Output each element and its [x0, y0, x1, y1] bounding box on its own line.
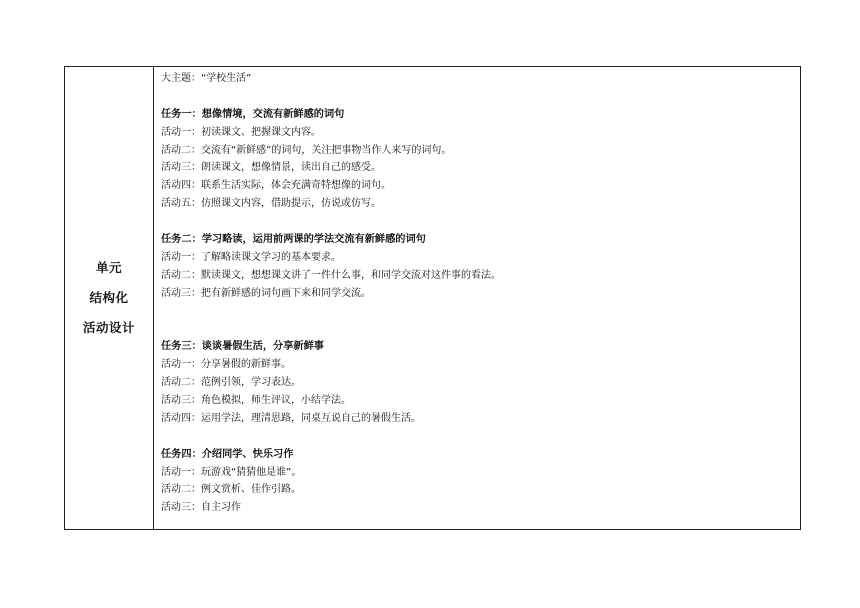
activity-line: 活动二：默读课文，想想课文讲了一件什么事，和同学交流对这件事的看法。 — [161, 269, 501, 281]
row-label-cell — [65, 67, 154, 529]
activity-line: 活动一：初读课文、把握课文内容。 — [161, 126, 321, 138]
content-cell — [154, 67, 800, 529]
activity-line: 活动三：朗读课文，想像情景，读出自己的感受。 — [161, 162, 381, 174]
activity-line: 活动三：自主习作 — [161, 502, 241, 514]
activity-line: 活动二：范例引领，学习表达。 — [161, 377, 301, 389]
activity-line: 活动四：联系生活实际，体会充满奇特想像的词句。 — [161, 180, 391, 192]
row-label-line: 单元 — [95, 260, 122, 275]
activity-line: 活动四：运用学法，理清思路，同桌互说自己的暑假生活。 — [161, 412, 421, 424]
row-label-line: 结构化 — [89, 290, 129, 305]
task-title: 任务一：想像情境，交流有新鲜感的词句 — [161, 108, 345, 120]
activity-line: 活动三：把有新鲜感的词句画下来和同学交流。 — [161, 287, 371, 299]
activity-line: 活动一：分享暑假的新鲜事。 — [161, 359, 291, 371]
task-title: 任务二：学习略读，运用前两课的学法交流有新鲜感的词句 — [161, 234, 426, 246]
activity-line: 活动三：角色模拟，师生评议，小结学法。 — [161, 395, 351, 407]
task-title: 任务三：谈谈暑假生活，分享新鲜事 — [161, 341, 324, 353]
activity-line: 活动二：例文赏析、佳作引路。 — [161, 484, 301, 496]
theme-line: 大主题：“学校生活” — [161, 73, 252, 84]
activity-design-table — [64, 66, 801, 530]
activity-line: 活动二：交流有“新鲜感”的词句，关注把事物当作人来写的词句。 — [161, 144, 452, 156]
task-title: 任务四：介绍同学、快乐习作 — [161, 448, 294, 460]
activity-line: 活动一：了解略读课文学习的基本要求。 — [161, 251, 341, 263]
activity-line: 活动五：仿照课文内容，借助提示，仿说或仿写。 — [161, 198, 381, 210]
row-label-line: 活动设计 — [82, 320, 135, 335]
activity-line: 活动一：玩游戏“猜猜他是谁”。 — [161, 466, 302, 478]
